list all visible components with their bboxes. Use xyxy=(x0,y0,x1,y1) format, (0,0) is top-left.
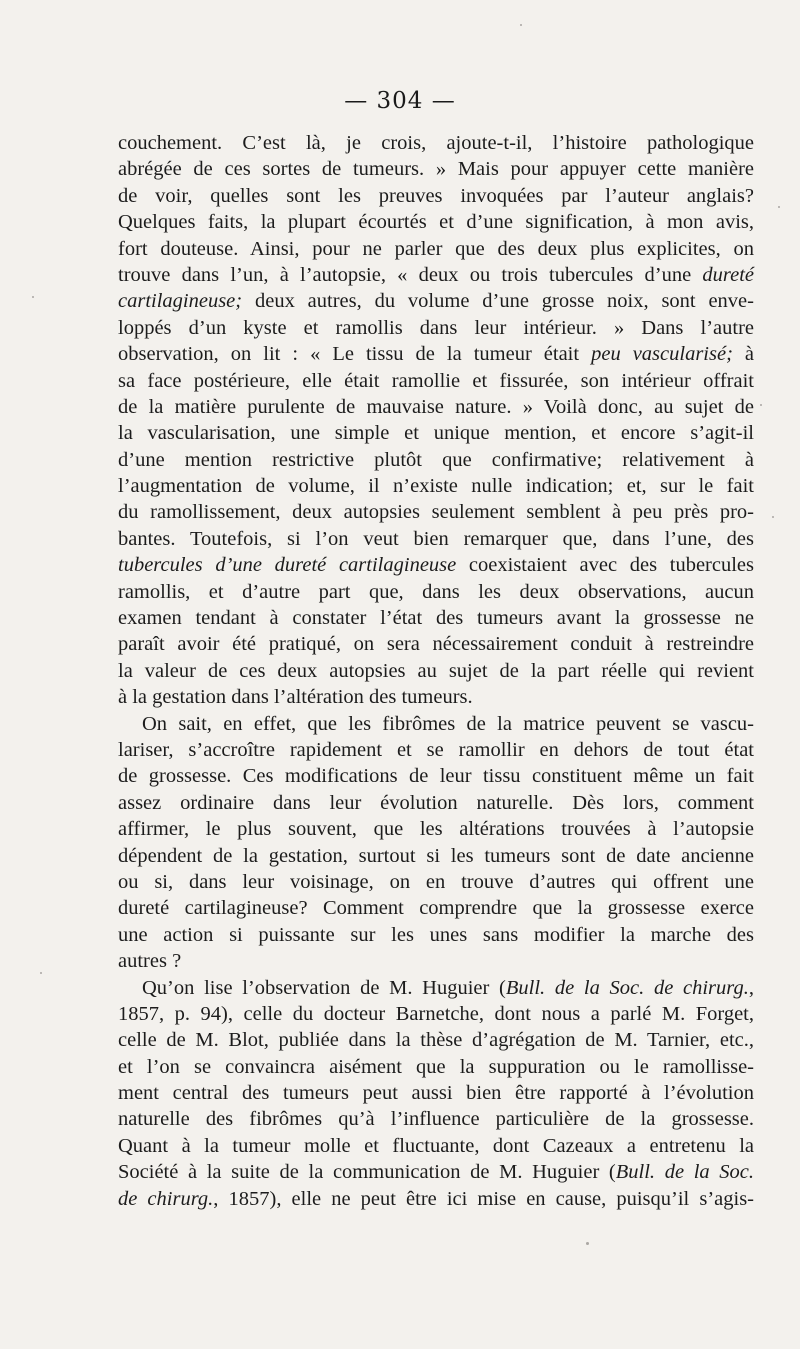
text-segment: ou si, dans leur voisinage, on en trouve d’autres qui offrent une xyxy=(118,870,754,893)
text-segment: , xyxy=(748,976,755,999)
text-line xyxy=(118,130,754,156)
text-segment: sa face postérieure, elle était ramollie et fissurée, son intérieur offrait xyxy=(118,369,754,392)
text-line xyxy=(118,975,754,1001)
text-segment: paraît avoir été pratiqué, on sera nécessairement conduit à restreindre xyxy=(118,633,754,656)
paper-speck xyxy=(778,206,780,208)
text-segment: ment central des tumeurs peut aussi bien être rapporté à l’évolution xyxy=(118,1082,754,1105)
text-segment: dureté cartilagineuse? Comment comprendre que la grossesse exerce xyxy=(118,897,754,920)
text-segment: la valeur de ces deux autopsies au sujet de la part réelle qui revient xyxy=(118,659,754,682)
text-line xyxy=(118,658,754,684)
text-segment: loppés d’un kyste et ramollis dans leur intérieur. » Dans l’autre xyxy=(118,316,754,339)
text-segment: celle de M. Blot, publiée dans la thèse d’agrégation de M. Tarnier, etc., xyxy=(118,1029,754,1052)
text-segment: Société à la suite de la communication de M. Huguier ( xyxy=(118,1161,616,1184)
text-line xyxy=(118,447,754,473)
text-segment: une action si puissante sur les unes sans modifier la marche des xyxy=(118,923,754,946)
text-line xyxy=(118,209,754,235)
text-line xyxy=(118,1106,754,1132)
paper-speck xyxy=(32,296,34,298)
text-line xyxy=(118,1027,754,1053)
text-line xyxy=(118,552,754,578)
text-line xyxy=(118,341,754,367)
text-line xyxy=(118,1080,754,1106)
italic-text: peu vascularisé; xyxy=(591,343,733,366)
text-line xyxy=(118,711,754,737)
text-segment: Quant à la tumeur molle et fluctuante, dont Cazeaux a entretenu la xyxy=(118,1134,754,1157)
text-line xyxy=(118,1186,754,1212)
text-segment: 1857, p. 94), celle du docteur Barnetche, dont nous a parlé M. Forget, xyxy=(118,1002,754,1025)
paper-speck xyxy=(520,24,522,26)
text-line xyxy=(118,816,754,842)
text-segment: d’une mention restrictive plutôt que confirmative; relativement à xyxy=(118,448,754,471)
italic-text: de chirurg. xyxy=(118,1187,214,1210)
text-segment: ramollis, et d’autre part que, dans les deux observations, aucun xyxy=(118,580,754,603)
text-segment: et l’on se convaincra aisément que la suppuration ou le ramollisse- xyxy=(118,1055,754,1078)
italic-text: Bull. de la Soc. xyxy=(615,1161,755,1184)
text-line xyxy=(118,394,754,420)
text-line xyxy=(118,288,754,314)
text-segment: On sait, en effet, que les fibrômes de la matrice peuvent se vascu- xyxy=(142,712,754,735)
text-segment: couchement. C’est là, je crois, ajoute-t-il, l’histoire pathologique xyxy=(118,132,754,154)
text-line xyxy=(118,843,754,869)
text-segment: assez ordinaire dans leur évolution naturelle. Dès lors, comment xyxy=(118,791,754,814)
text-line xyxy=(118,1133,754,1159)
text-line xyxy=(118,236,754,262)
italic-text: tubercules d’une dureté cartilagineuse xyxy=(118,554,457,577)
paper-speck xyxy=(772,516,774,518)
text-segment: deux autres, du volume d’une grosse noix, sont enve- xyxy=(242,290,754,313)
text-segment: de grossesse. Ces modifications de leur tissu constituent même un fait xyxy=(118,765,754,788)
text-line xyxy=(118,763,754,789)
text-line xyxy=(118,790,754,816)
text-line xyxy=(118,420,754,446)
text-line xyxy=(118,183,754,209)
text-segment: bantes. Toutefois, si l’on veut bien remarquer que, dans l’une, des xyxy=(118,527,754,550)
text-segment: abrégée de ces sortes de tumeurs. » Mais pour appuyer cette manière xyxy=(118,158,754,181)
text-line xyxy=(118,631,754,657)
text-line xyxy=(118,315,754,341)
text-line xyxy=(118,526,754,552)
italic-text: cartilagineuse; xyxy=(118,290,243,313)
text-line xyxy=(118,156,754,182)
text-segment: examen tendant à constater l’état des tumeurs avant la grossesse ne xyxy=(118,607,754,630)
text-segment: à la gestation dans l’altération des tumeurs. xyxy=(118,686,473,709)
text-segment: dépendent de la gestation, surtout si les tumeurs sont de date ancienne xyxy=(118,844,754,867)
text-line xyxy=(118,1001,754,1027)
body-text xyxy=(118,130,754,1212)
page-number: — 304 — xyxy=(344,88,456,114)
text-line xyxy=(118,1054,754,1080)
text-line xyxy=(118,869,754,895)
text-segment: Qu’on lise l’observation de M. Huguier ( xyxy=(142,976,506,999)
text-line xyxy=(118,1159,754,1185)
text-line xyxy=(118,473,754,499)
text-line xyxy=(118,922,754,948)
text-segment: fort douteuse. Ainsi, pour ne parler que des deux plus explicites, on xyxy=(118,237,754,260)
text-segment: trouve dans l’un, à l’autopsie, « deux ou trois tubercules d’une xyxy=(118,263,703,286)
text-segment: autres ? xyxy=(118,950,182,973)
text-segment: l’augmentation de volume, il n’existe nulle indication; et, sur le fait xyxy=(118,475,754,498)
text-segment: naturelle des fibrômes qu’à l’influence particulière de la grossesse. xyxy=(118,1108,754,1131)
text-segment: lariser, s’accroître rapidement et se ramollir en dehors de tout état xyxy=(118,738,754,761)
paper-speck xyxy=(40,972,42,974)
text-line xyxy=(118,262,754,288)
text-segment: à xyxy=(732,343,755,366)
text-line xyxy=(118,895,754,921)
text-segment: observation, on lit : « Le tissu de la tumeur était xyxy=(118,343,592,366)
text-line xyxy=(118,684,754,710)
text-line xyxy=(118,499,754,525)
text-line xyxy=(118,368,754,394)
text-line xyxy=(118,737,754,763)
text-segment: Quelques faits, la plupart écourtés et d’une signification, à mon avis, xyxy=(118,211,754,234)
text-segment: coexistaient avec des tubercules xyxy=(456,554,754,577)
text-line xyxy=(118,948,754,974)
text-segment: , 1857), elle ne peut être ici mise en cause, puisqu’il s’agis- xyxy=(213,1187,754,1210)
text-segment: de voir, quelles sont les preuves invoquées par l’auteur anglais? xyxy=(118,184,754,207)
text-line xyxy=(118,605,754,631)
italic-text: Bull. de la Soc. de chirurg. xyxy=(505,976,749,999)
text-segment: affirmer, le plus souvent, que les altérations trouvées à l’autopsie xyxy=(118,818,754,841)
text-segment: de la matière purulente de mauvaise nature. » Voilà donc, au sujet de xyxy=(118,395,754,418)
italic-text: dureté xyxy=(702,263,754,286)
text-segment: du ramollissement, deux autopsies seulement semblent à peu près pro- xyxy=(118,501,754,524)
paper-speck xyxy=(760,404,762,406)
text-line xyxy=(118,579,754,605)
paper-speck xyxy=(586,1242,589,1245)
text-segment: la vascularisation, une simple et unique mention, et encore s’agit-il xyxy=(118,422,754,445)
